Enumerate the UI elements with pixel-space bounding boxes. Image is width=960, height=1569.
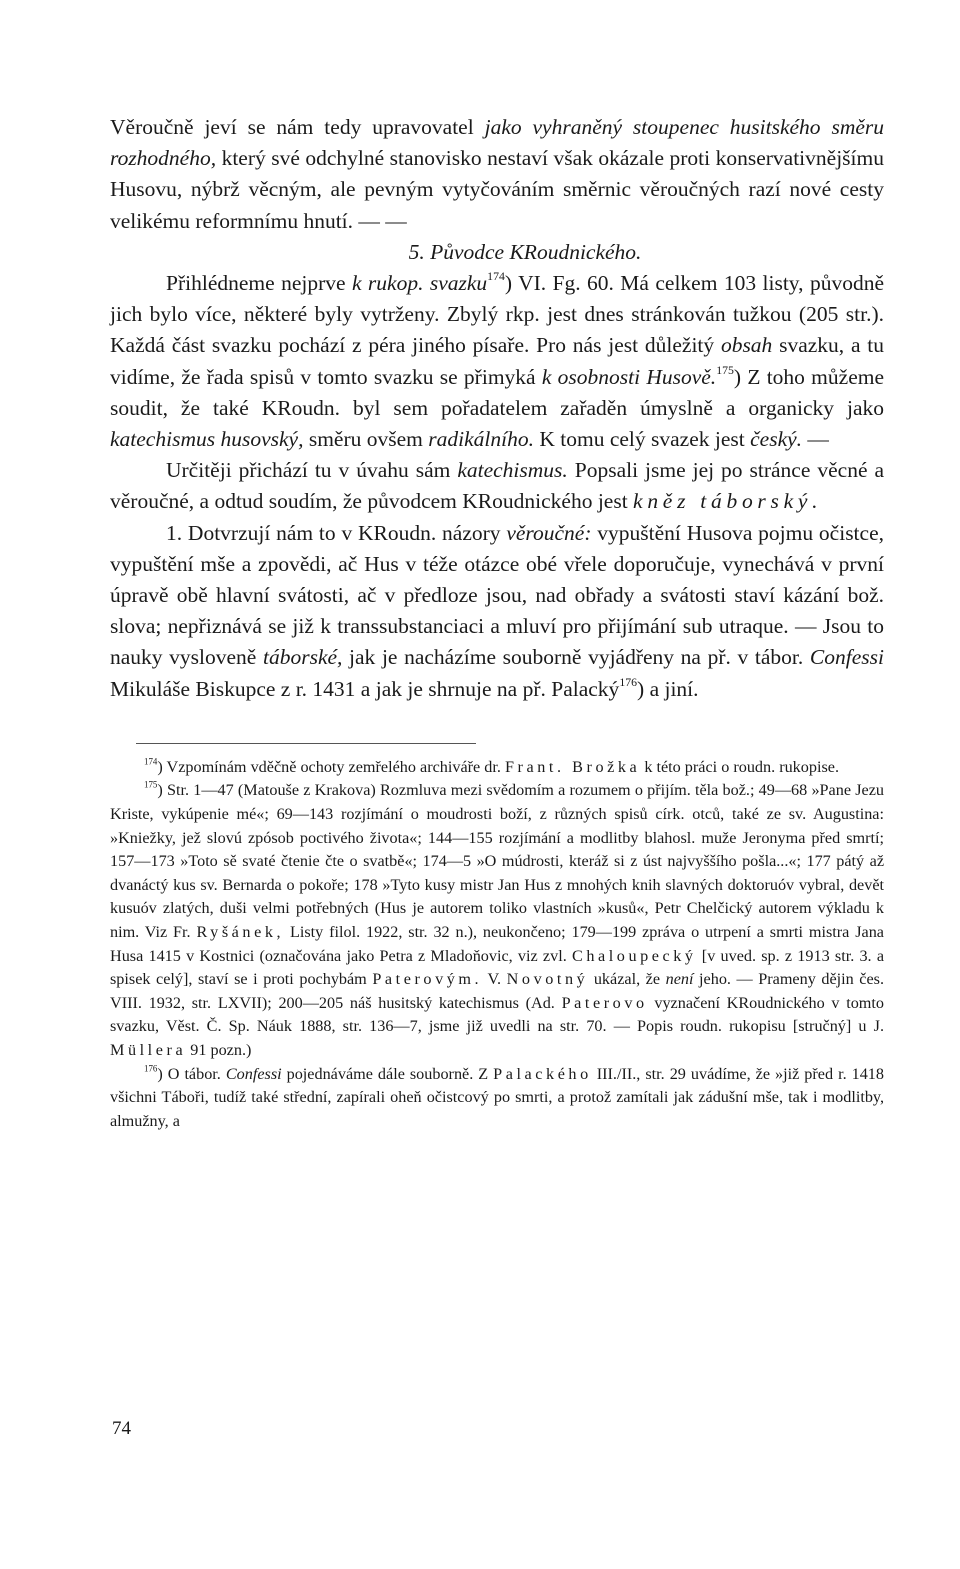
- italic-text: k rukop. svazku: [351, 271, 488, 296]
- text-run: ) Str. 1—47 (Matouše z Krakova) Rozmluva mezi svědomím a rozumem o přijím. těla bož.; 49—68 »Pane Jezu Kriste, vykúpenie mé«; 69—143 rozjímání o moudrosti boží, z různých spisů círk. otců, také ze sv. Augustina: »Kniežky, jež slovú zpósob poctivého života«; 144—155 rozjímání a modlitby blahosl. muže Jeronyma před smrtí; 157—173 »Toto sě svaté čtenie čte o svatbě«; 174—5 »O múdrosti, kteráž si z úst najvyššího pošla...«; 177 pátý až dvanáctý kus sv. Bernarda o pokoře; 178 »Tyto kusy mistr Jan Hus z mnohých knih slavných doktoruóv vybral, devět kusuóv zlatých, duši velmi potřebných (Hus je autorem toliko vlastních »kusů«, Petr Chelčický autorem výkladu k nim. Viz Fr.: [110, 781, 884, 942]
- footnote-174: [110, 756, 884, 780]
- text-run: k této práci o roudn. rukopise.: [640, 757, 839, 776]
- paragraph: [110, 112, 884, 237]
- text-run: ) VI. Fg. 60. Má celkem 103 listy, původně jich bylo více, některé byly vytrženy. Zbylý rkp. jest dnes stránkován tužkou (205 str.). Každá část svazku pochází z péra jiného písaře. Pro nás jest důležitý: [110, 271, 884, 358]
- text-run: který své odchylné stanovisko nestaví však okázale proti konservativnějšímu Husovu, nýbrž věcným, ale pevným vytyčováním směrnic věroučných razí nové cesty velikému reformnímu hnutí. — —: [110, 146, 884, 233]
- italic-text: Confessi: [809, 645, 884, 670]
- spaced-text: Novotný: [506, 970, 589, 989]
- italic-text: český.: [750, 427, 803, 452]
- italic-text: katechismus husovský,: [110, 427, 304, 452]
- spaced-text: Frant. Brožka: [504, 757, 641, 776]
- footnote-176: [110, 1063, 884, 1134]
- text-run: Listy filol. 1922, str. 32 n.), neukončeno; 179—199 zpráva o utrpení a smrti mistra Jana Husa 1415 v Kostnici (označována jako Petra z Mladoňovic, viz zvl.: [110, 923, 884, 965]
- footnote-ref: 176: [144, 1063, 158, 1074]
- text-run: ) a jiní.: [637, 676, 699, 701]
- paragraph: [110, 518, 884, 705]
- text-run: ) Vzpomínám vděčně ochoty zemřelého archiváře dr.: [157, 757, 505, 776]
- italic-text: není: [665, 970, 694, 989]
- text-run: III./II., str. 29 uvádíme, že »již před r. 1418 všichni Táboři, tudíž také střední, zapírali oheň očistcový po smrti, a protož zamítali jak zádušní mše, tak i modlitby, almužny, a: [110, 1064, 884, 1130]
- footnotes: [110, 756, 884, 1134]
- text-run: 1. Dotvrzují nám to v KRoudn. názory: [166, 520, 507, 545]
- spaced-text: Palackého: [493, 1064, 592, 1083]
- footnote-175: [110, 779, 884, 1062]
- text-run: vypuštění Husova pojmu očistce, vypuštění mše a zpovědi, ač Hus v téže otázce obé vřele doporučuje, vynechává v první úpravě obě hlavní svátosti, ač v předloze jsou, nad obřady a svátosti staví kázání bož. slova; nepřiznává se již k transsubstanciaci a mluví pro přijímání sub utraque. — Jsou to nauky vysloveně: [110, 520, 884, 670]
- text-run: Určitěji přichází tu v úvahu sám: [166, 458, 458, 483]
- text-run: ukázal, že: [588, 970, 666, 989]
- footnote-ref: 174: [144, 756, 158, 767]
- text-run: —: [802, 427, 829, 452]
- paragraph: [110, 455, 884, 517]
- text-run: 91 pozn.): [186, 1040, 252, 1059]
- paragraph: [110, 268, 884, 455]
- italic-text: k osobnosti Husově.: [541, 364, 717, 389]
- page-number: 74: [112, 1418, 131, 1439]
- text-run: ) O tábor.: [157, 1064, 226, 1083]
- text-run: svazku, a tu vidíme, že řada spisů v tomto svazku se přimyká: [110, 333, 885, 389]
- text-run: Popsali jsme jej po stránce věcné a věroučné, a odtud soudím, že původcem KRoudnického jest: [110, 458, 884, 514]
- text-run: směru ovšem: [303, 427, 429, 452]
- footnote-ref: 174: [487, 268, 505, 283]
- text-run: V.: [482, 970, 507, 989]
- text-run: pojednáváme dále souborně. Z: [281, 1064, 494, 1083]
- text-run: Mikuláše Biskupce z r. 1431 a jak je shrnuje na př. Palacký: [110, 676, 620, 701]
- italic-text: radikálního.: [428, 427, 534, 452]
- footnote-divider: [136, 743, 476, 744]
- text-run: ) Z toho můžeme soudit, že také KRoudn. byl sem pořadatelem zařaděn úmyslně a organicky jako: [110, 364, 885, 420]
- italic-text: obsah: [720, 333, 773, 358]
- main-text: [110, 112, 884, 705]
- text-run: [v uved. sp. z 1913 str. 3. a spisek celý], staví se i proti pochybám: [110, 946, 885, 989]
- italic-text: kněz táborský.: [633, 489, 823, 514]
- text-run: jeho. — Prameny dějin čes. VIII. 1932, str. LXVII); 200—205 náš husitský katechismus (Ad.: [110, 970, 885, 1012]
- spaced-text: Paterovým.: [372, 970, 483, 989]
- text-run: Věroučně jeví se nám tedy upravovatel: [110, 115, 485, 139]
- spaced-text: Chaloupecký: [571, 946, 697, 965]
- spaced-text: Müllera: [110, 1040, 187, 1059]
- italic-text: věroučné:: [506, 520, 592, 545]
- text-run: jak je nacházíme souborně vyjádřeny na př. v tábor.: [342, 645, 810, 670]
- italic-text: Confessi: [225, 1064, 282, 1083]
- footnote-ref: 175: [716, 362, 734, 377]
- spaced-text: Ryšánek,: [196, 923, 285, 942]
- footnote-ref: 176: [619, 674, 638, 689]
- italic-text: táborské,: [262, 645, 343, 670]
- text-run: vyznačení KRoudnického v tomto svazku, Věst. Č. Sp. Náuk 1888, str. 136—7, jsme již uvedli na str. 70. — Popis roudn. rukopisu [stručný] u J.: [110, 993, 884, 1036]
- text-run: K tomu celý svazek jest: [533, 427, 751, 452]
- spaced-text: Paterovo: [561, 993, 648, 1012]
- section-heading: 5. Původce KRoudnického.: [408, 239, 642, 264]
- italic-text: jako vyhraněný stoupenec husitského směru rozhodného,: [110, 115, 885, 171]
- text-run: Přihlédneme nejprve: [166, 271, 352, 296]
- italic-text: katechismus.: [457, 458, 568, 483]
- footnote-ref: 175: [144, 779, 158, 790]
- page-content: [110, 112, 884, 1133]
